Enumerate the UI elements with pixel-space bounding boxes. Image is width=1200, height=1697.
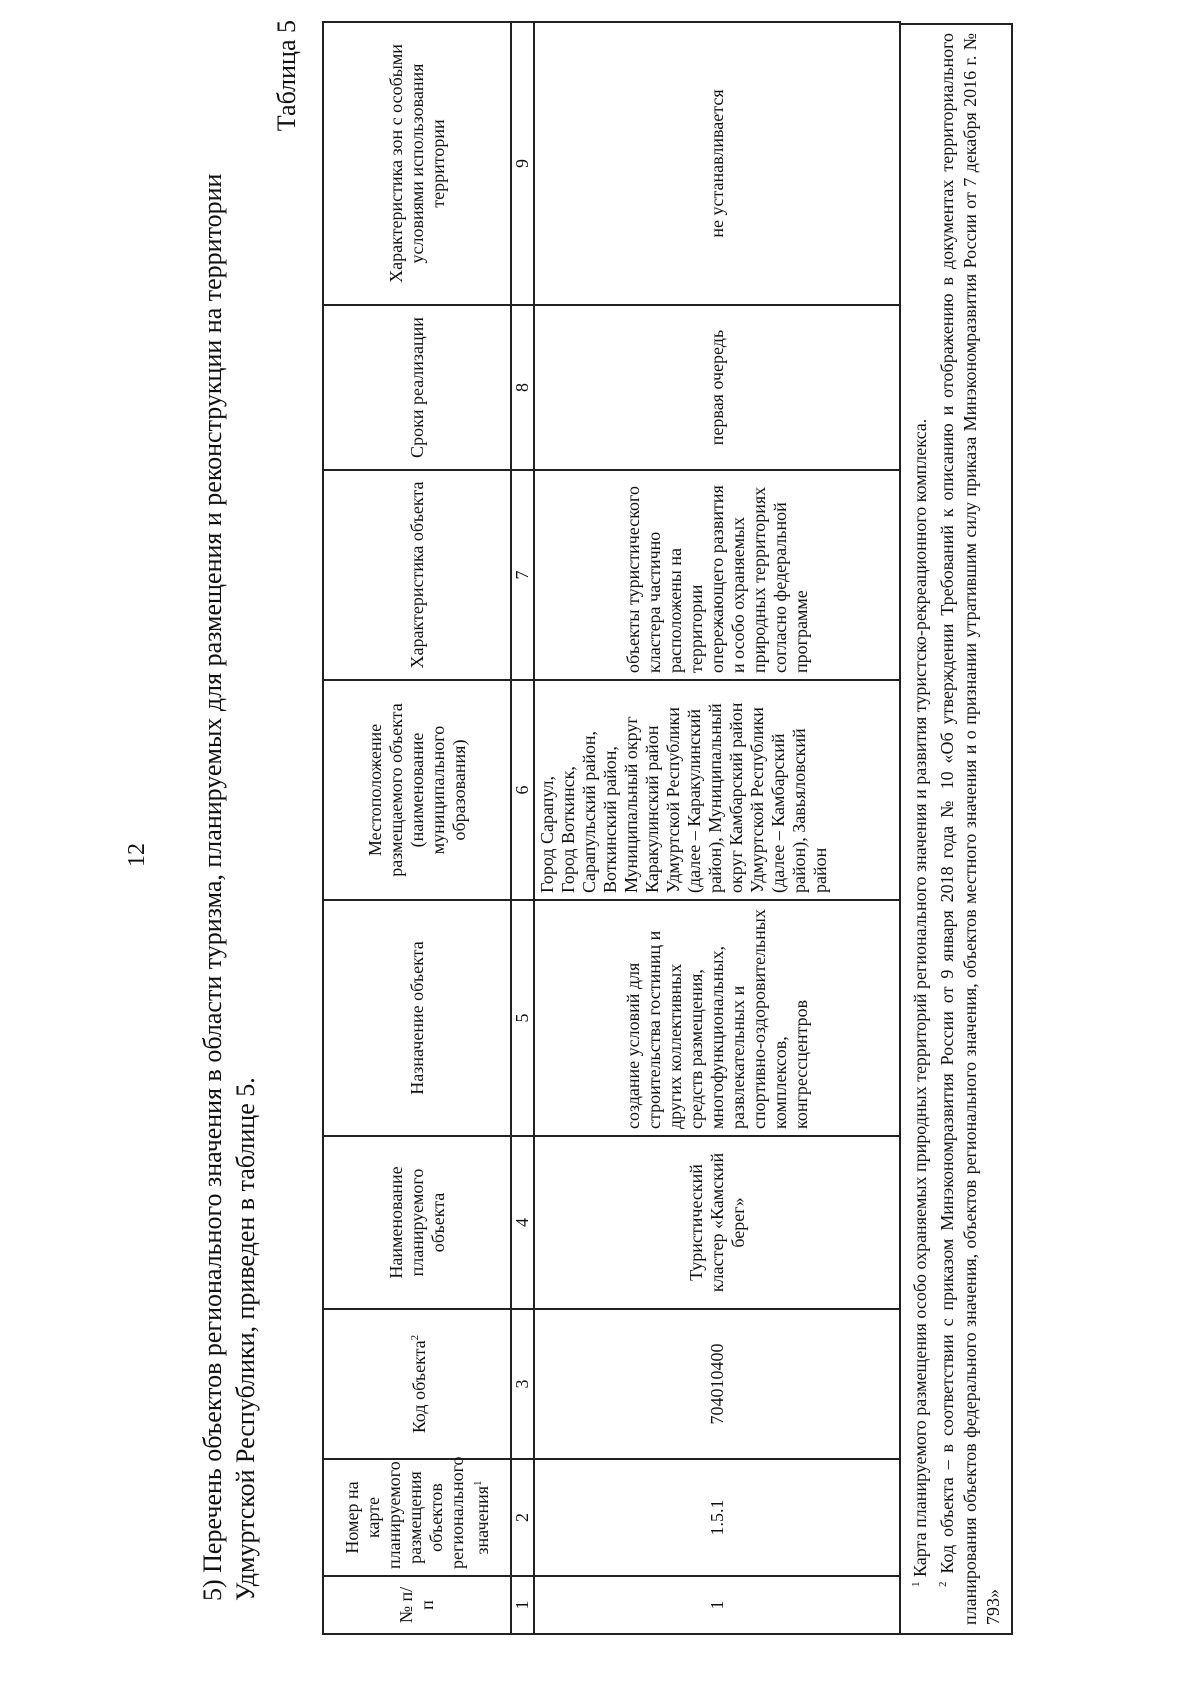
column-number: 8 [511, 305, 534, 470]
cell-zones: не устанавливается [534, 22, 900, 305]
header-location: Местоположение размещаемого объекта (наименование муниципального образования) [323, 680, 511, 900]
cell-purpose: создание условий для строительства гостиниц и других коллективных средств размещения, многофункциональных, развлекательных и спортивно-оздоровительных комплексов, конгрессцентров [534, 900, 900, 1136]
header-n: № п/п [323, 1576, 511, 1634]
footnote-ref-1: 1 [471, 1480, 484, 1486]
objects-table [322, 21, 901, 1635]
cell-n: 1 [534, 1576, 900, 1634]
column-number: 3 [511, 1309, 534, 1459]
column-number: 9 [511, 22, 534, 305]
header-map-number: Номер на карте планируемого размещения объектов регионального значения$^1$ [323, 1459, 511, 1576]
heading-line-1: 5) Перечень объектов регионального значения в области туризма, планируемых для размещения и реконструкции на территории [198, 173, 227, 1601]
table-label: Таблица 5 [272, 20, 301, 132]
header-purpose: Назначение объекта [323, 900, 511, 1136]
cell-characteristic: объекты туристического кластера частично расположены на территории опережающего развития и особо охраняемых природных территориях согласно федеральной программе [534, 470, 900, 680]
cell-name: Туристический кластер «Камский берег» [534, 1136, 900, 1309]
cell-location: Город Сарапул, Город Воткинск, Сарапульский район, Воткинский район, Муниципальный округ Каракулинский район Удмуртской Республики (далее – Каракулинский район), Муниципальный округ Камбарский район Удмуртской Республики (далее – Камбарский район), Завьяловский район [534, 680, 900, 900]
heading-line-2: Удмуртской Республики, приведен в таблице 5. [231, 1077, 260, 1601]
page-number: 12 [124, 843, 150, 867]
footnotes [901, 23, 1013, 1635]
column-number: 1 [511, 1576, 534, 1634]
table-container [322, 23, 1013, 1635]
column-number: 7 [511, 470, 534, 680]
footnote-1: $^1$ Карта планируемого размещения особо охраняемых природных территорий регионального значения и развития туристско-рекреационного комплекса. [910, 418, 930, 1587]
footnote-ref-2: 2 [408, 1334, 421, 1341]
header-zones: Характеристика зон с особыми условиями использования территории [323, 22, 511, 305]
table-row [534, 22, 900, 1634]
header-code: Код объекта$^2$ [323, 1309, 511, 1459]
header-characteristic: Характеристика объекта [323, 470, 511, 680]
column-number: 4 [511, 1136, 534, 1309]
cell-map-number: 1.5.1 [534, 1459, 900, 1576]
header-name: Наименование планируемого объекта [323, 1136, 511, 1309]
column-number: 2 [511, 1459, 534, 1576]
column-number-row [511, 22, 534, 1634]
cell-timing: первая очередь [534, 305, 900, 470]
table-header-row [323, 22, 511, 1634]
column-number: 5 [511, 900, 534, 1136]
cell-code: 704010400 [534, 1309, 900, 1459]
column-number: 6 [511, 680, 534, 900]
section-heading [196, 71, 262, 1601]
header-timing: Сроки реализации [323, 305, 511, 470]
footnote-2: $^2$ Код объекта – в соответствии с приказом Минэкономразвития России от 9 января 2018 года № 10 «Об утверждении Требований к описанию и отображению в документах территориального планирования объектов федерального значения, объектов регионального значения, объектов местного значения и о признании утратившим силу приказа Минэкономразвития России от 7 декабря 2016 г. № 793» [937, 32, 1003, 1625]
